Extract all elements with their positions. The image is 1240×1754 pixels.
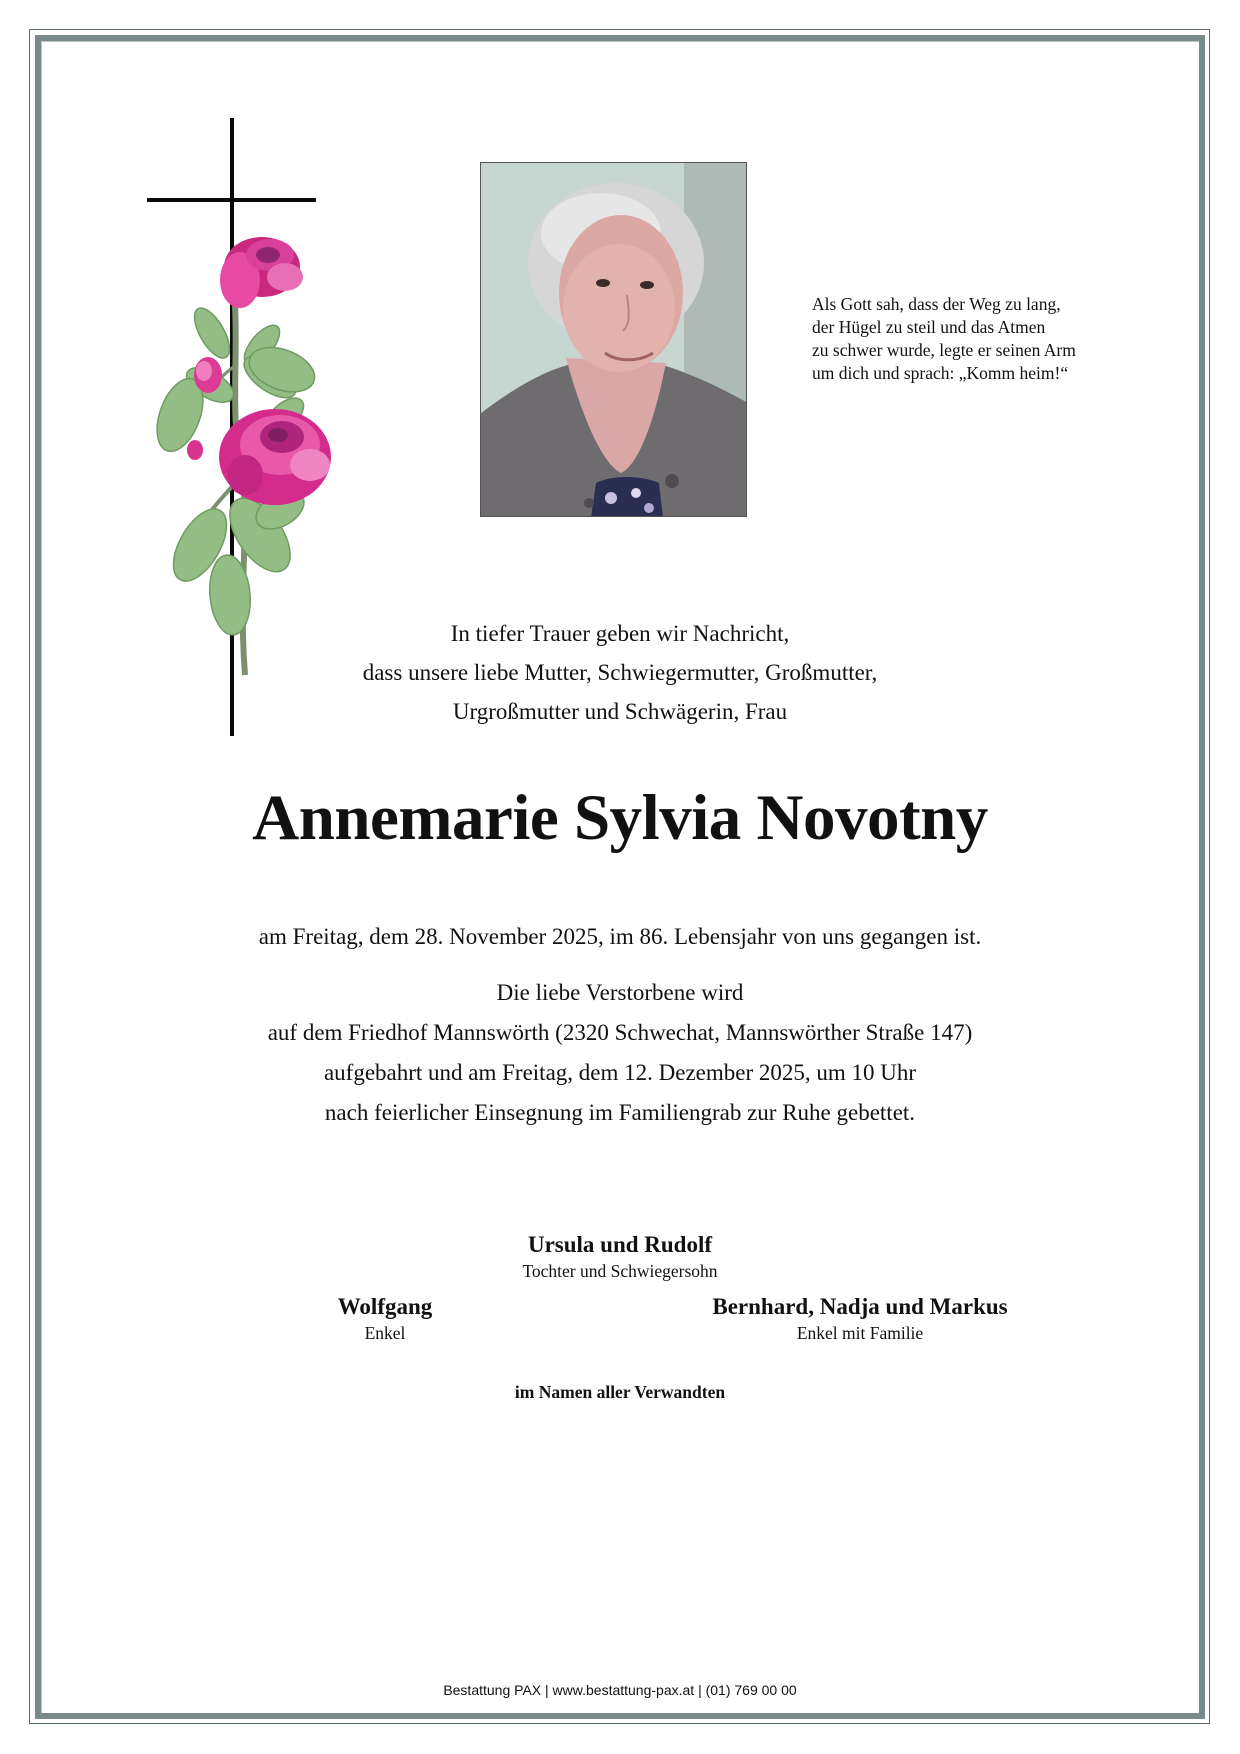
mourner-role: Tochter und Schwiegersohn [522, 1261, 718, 1281]
footer-company: Bestattung PAX [443, 1682, 542, 1698]
footer-phone: (01) 769 00 00 [705, 1682, 797, 1698]
intro-line: Urgroßmutter und Schwägerin, Frau [452, 699, 788, 724]
poem-line: der Hügel zu steil und das Atmen [812, 317, 1046, 337]
mourner-role: Enkel [364, 1323, 406, 1343]
footer-separator: | [698, 1682, 702, 1698]
cross-horizontal-bar [147, 198, 316, 202]
poem [812, 293, 1076, 385]
deceased-name: Annemarie Sylvia Novotny [252, 782, 988, 854]
poem-line: zu schwer wurde, legte er seinen Arm [812, 340, 1076, 360]
footer-website[interactable]: www.bestattung-pax.at [552, 1682, 695, 1698]
portrait-icon [481, 163, 747, 517]
closing-line: im Namen aller Verwandten [514, 1382, 726, 1402]
mourner-grandson [235, 1293, 535, 1345]
footer-separator: | [545, 1682, 549, 1698]
mourner-name: Bernhard, Nadja und Markus [712, 1294, 1008, 1319]
portrait-photo [480, 162, 747, 517]
large-rose [219, 409, 331, 505]
announcement-intro [0, 614, 1240, 731]
poem-line: um dich und sprach: „Komm heim!“ [812, 363, 1069, 383]
funeral-line: Die liebe Verstorbene wird [496, 980, 744, 1005]
funeral-details [0, 973, 1240, 1133]
death-notice: am Freitag, dem 28. November 2025, im 86. Lebensjahr von uns gegangen ist. [258, 924, 982, 949]
funeral-line: aufgebahrt und am Freitag, dem 12. Dezember 2025, um 10 Uhr [323, 1060, 917, 1085]
small-bud [187, 440, 203, 460]
funeral-line: nach feierlicher Einsegnung im Familiengrab zur Ruhe gebettet. [324, 1100, 916, 1125]
intro-line: In tiefer Trauer geben wir Nachricht, [450, 621, 790, 646]
mourner-daughter [420, 1231, 820, 1283]
mourner-name: Ursula und Rudolf [527, 1232, 713, 1257]
top-rose [220, 237, 303, 308]
rose-bud [194, 357, 222, 393]
footer [0, 1682, 1240, 1698]
funeral-line: auf dem Friedhof Mannswörth (2320 Schwechat, Mannswörther Straße 147) [267, 1020, 973, 1045]
eye [640, 281, 654, 289]
eye [596, 279, 610, 287]
mourner-role: Enkel mit Familie [796, 1323, 924, 1343]
poem-line: Als Gott sah, dass der Weg zu lang, [812, 294, 1061, 314]
mourner-name: Wolfgang [337, 1294, 433, 1319]
intro-line: dass unsere liebe Mutter, Schwiegermutter, Großmutter, [362, 660, 878, 685]
mourner-grandchildren [660, 1293, 1060, 1345]
